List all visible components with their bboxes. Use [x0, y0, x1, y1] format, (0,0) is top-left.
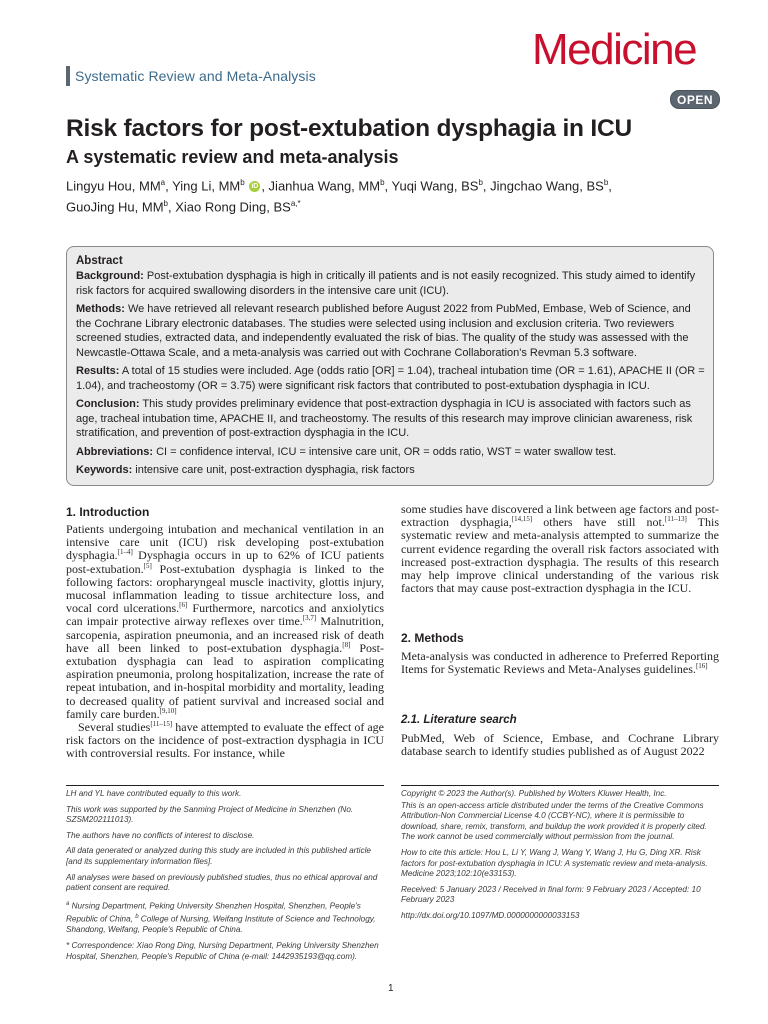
methods-text — [401, 650, 719, 676]
abstract-box — [66, 246, 714, 486]
abstract-label: Results: — [76, 365, 120, 377]
abstract-results — [76, 364, 705, 393]
footnotes-right — [401, 789, 719, 927]
affiliation-sup: b — [163, 199, 168, 209]
author-sep: , — [608, 178, 612, 194]
right-column-intro — [401, 503, 719, 595]
abstract-label: Keywords: — [76, 464, 133, 476]
footnote: The authors have no conflicts of interest to disclose. — [66, 830, 255, 840]
citation-ref[interactable]: [11–13] — [664, 515, 687, 524]
article-subtitle: A systematic review and meta-analysis — [66, 147, 399, 167]
citation-ref[interactable]: [16] — [695, 662, 708, 671]
citation-ref[interactable]: [5] — [143, 561, 152, 570]
author-name: , Xiao Rong Ding, BS — [168, 199, 291, 215]
footnote-divider — [66, 785, 384, 786]
left-column-text — [66, 523, 384, 761]
paragraph: Several studies[11–15] have attempted to evaluate the effect of age risk factors on the incidence of post-extraction dysphagia in ICU with controversial results. For instance, while — [66, 720, 384, 761]
abstract-heading: Abstract — [76, 255, 123, 267]
abstract-keywords — [76, 463, 705, 478]
affiliation-sup: b — [478, 178, 483, 187]
citation-ref[interactable]: [9,10] — [159, 706, 177, 715]
citation-ref[interactable]: [6] — [179, 601, 188, 610]
footnotes-left — [66, 789, 384, 967]
footnote-correspondence: * Correspondence: Xiao Rong Ding, Nursing Department, Peking University Shenzhen Hospital, Shenzhen, People's Republic of China (e-mail: 1442935193@qq.com). — [66, 941, 379, 961]
section-label: Systematic Review and Meta-Analysis — [75, 68, 316, 84]
paragraph: PubMed, Web of Science, Embase, and Cochrane Library database search to identify studies published as of August 2022 — [401, 731, 719, 759]
abstract-label: Methods: — [76, 303, 125, 315]
affiliation-sup: b — [603, 178, 609, 187]
author-list — [66, 174, 706, 217]
paragraph: some studies have discovered a link between age factors and post-extraction dysphagia,[14,15] others have still not.[11–13] This systematic review and meta-analysis attempted to summarize the current evidence regarding the overall risk factors associated with increased post-extraction dysphagia. The results of this research may help improve clinical understanding of the various risk factors that may cause post-extraction dysphagia in the ICU. — [401, 502, 719, 596]
paragraph: Meta-analysis was conducted in adherence to Preferred Reporting Items for Systematic Reviews and Meta-Analyses guidelines.[16] — [401, 649, 719, 677]
footnote-affiliations: $^a$ Nursing Department, Peking University Shenzhen Hospital, Shenzhen, People's Republic of China, $^b$ College of Nursing, Weifang Institute of Science and Technology, Shandong, Weifang, People's Republic of China. — [66, 900, 376, 935]
citation-ref[interactable]: [11–15] — [150, 720, 173, 729]
orcid-icon[interactable]: iD — [251, 183, 259, 191]
citation-ref[interactable]: [14,15] — [511, 515, 533, 524]
footnote-divider — [401, 785, 719, 786]
citation-ref[interactable]: [3,7] — [302, 614, 317, 623]
abstract-conclusion — [76, 397, 705, 441]
affiliation-sup: b — [380, 178, 385, 187]
author-name: , Jingchao Wang, BS — [482, 178, 604, 194]
license-note: This is an open-access article distributed under the terms of the Creative Commons Attribution-Non Commercial License 4.0 (CCBY-NC), where it is permissible to download, share, remix, transform, and buildup the work provided it is properly cited. The work cannot be used commercially without permission from the journal. — [401, 800, 707, 842]
affiliation-sup: a,* — [290, 199, 301, 209]
subsection-heading-literature-search: 2.1. Literature search — [401, 714, 517, 726]
abstract-text: CI = confidence interval, ICU = intensive care unit, OR = odds ratio, WST = water swallow test. — [153, 445, 617, 458]
copyright-note: Copyright © 2023 the Author(s). Published by Wolters Kluwer Health, Inc. — [401, 789, 667, 798]
citation-note: How to cite this article: Hou L, Li Y, Wang J, Wang Y, Wang J, Hu G, Ding XR. Risk factors for post-extubation dysphagia in ICU: A systematic review and meta-analysis. Medicine 2023;102:10(e33153). — [401, 847, 708, 879]
abstract-background — [76, 269, 705, 298]
section-heading-methods: 2. Methods — [401, 631, 464, 645]
abstract-label: Conclusion: — [76, 398, 140, 410]
abstract-label: Background: — [76, 270, 144, 282]
journal-logo: Medicine — [532, 25, 697, 74]
abstract-methods — [76, 302, 705, 360]
section-bar — [66, 66, 70, 86]
paragraph: Patients undergoing intubation and mechanical ventilation in an intensive care unit (ICU) risk developing post-extubation dysphagia.[1–4] Dysphagia occurs in up to 62% of ICU patients post-extubation.[5] Post-extubation dysphagia is linked to the following factors: oropharyngeal muscle inactivity, glottis injury, mucosal inflammation leading to tissue architecture loss, and vocal cord ulcerations.[6] Furthermore, narcotics and anxiolytics can impair protective airway reflexes over time.[3,7] Malnutrition, sarcopenia, aspiration pneumonia, and an increased risk of death have all been linked to post-extubation dysphagia.[8] Post-extubation dysphagia can lead to aspiration complicating aspiration pneumonia, prolong hospitalization, increase the rate of repeat intubation, and in-hospital morbidity and mortality, leading to decreased quality of patient survival and increased social and family care burden.[9,10] — [66, 522, 384, 721]
affiliation-sup: a — [160, 178, 166, 187]
abstract-text: intensive care unit, post-extraction dysphagia, risk factors — [132, 464, 415, 476]
citation-ref[interactable]: [1–4] — [117, 548, 133, 557]
abstract-text: Post-extubation dysphagia is high in critically ill patients and is not easily recognized. This study aimed to identify risk factors for acquired swallowing disorders in the intensive care unit (ICU). — [76, 270, 696, 297]
author-name: , Ying Li, MM — [165, 178, 241, 194]
abstract-text: We have retrieved all relevant research published before August 2022 from PubMed, Embase, Web of Science, and the Cochrane Library electronic databases. The studies were selected using inclusion and exclusion criteria. Two reviewers screened studies, extracted data, and independently evaluated the risk of bias. The quality of the study was assessed with the Newcastle-Ottawa Scale, and a meta-analysis was carried out with Cochrane Collaboration's Revman 5.3 software. — [76, 303, 691, 359]
author-name: , Yuqi Wang, BS — [384, 178, 479, 194]
footnote: This work was supported by the Sanming Project of Medicine in Shenzhen (No. SZSM202111013). — [66, 804, 354, 825]
author-name: Lingyu Hou, MM — [66, 178, 161, 194]
article-title: Risk factors for post-extubation dysphagia in ICU — [66, 115, 633, 142]
dates-note: Received: 5 January 2023 / Received in final form: 9 February 2023 / Accepted: 10 February 2023 — [401, 884, 701, 905]
abstract-label: Abbreviations: — [76, 445, 154, 458]
author-name: GuoJing Hu, MM — [66, 199, 164, 215]
section-heading-introduction: 1. Introduction — [66, 505, 150, 519]
citation-ref[interactable]: [8] — [342, 640, 351, 649]
footnote: All analyses were based on previously published studies, thus no ethical approval and patient consent are required. — [66, 872, 378, 893]
affiliation-sup: b — [240, 178, 245, 187]
abstract-text: This study provides preliminary evidence that post-extraction dysphagia in ICU is associated with factors such as age, tracheal intubation time, APACHE II, and tracheostomy. The results of this research may improve clinician awareness, risk stratification, and prevention of post-extraction dysphagia in the ICU. — [76, 398, 693, 439]
page-number: 1 — [388, 983, 394, 994]
open-access-badge: OPEN — [670, 90, 720, 109]
abstract-abbreviations — [76, 445, 705, 460]
footnote: LH and YL have contributed equally to this work. — [66, 789, 242, 798]
literature-search-text — [401, 732, 719, 758]
doi-link[interactable]: http://dx.doi.org/10.1097/MD.0000000000033153 — [401, 910, 580, 920]
author-name: , Jianhua Wang, MM — [261, 178, 381, 194]
footnote: All data generated or analyzed during this study are included in this published article [and its supplementary information files]. — [66, 846, 371, 866]
abstract-text: A total of 15 studies were included. Age (odds ratio [OR] = 1.04), tracheal intubation time (OR = 1.61), APACHE II (OR = 1.04), and tracheostomy (OR = 3.75) were significant risk factors that contributed to post-extubation dysphagia in ICU. — [76, 365, 705, 392]
